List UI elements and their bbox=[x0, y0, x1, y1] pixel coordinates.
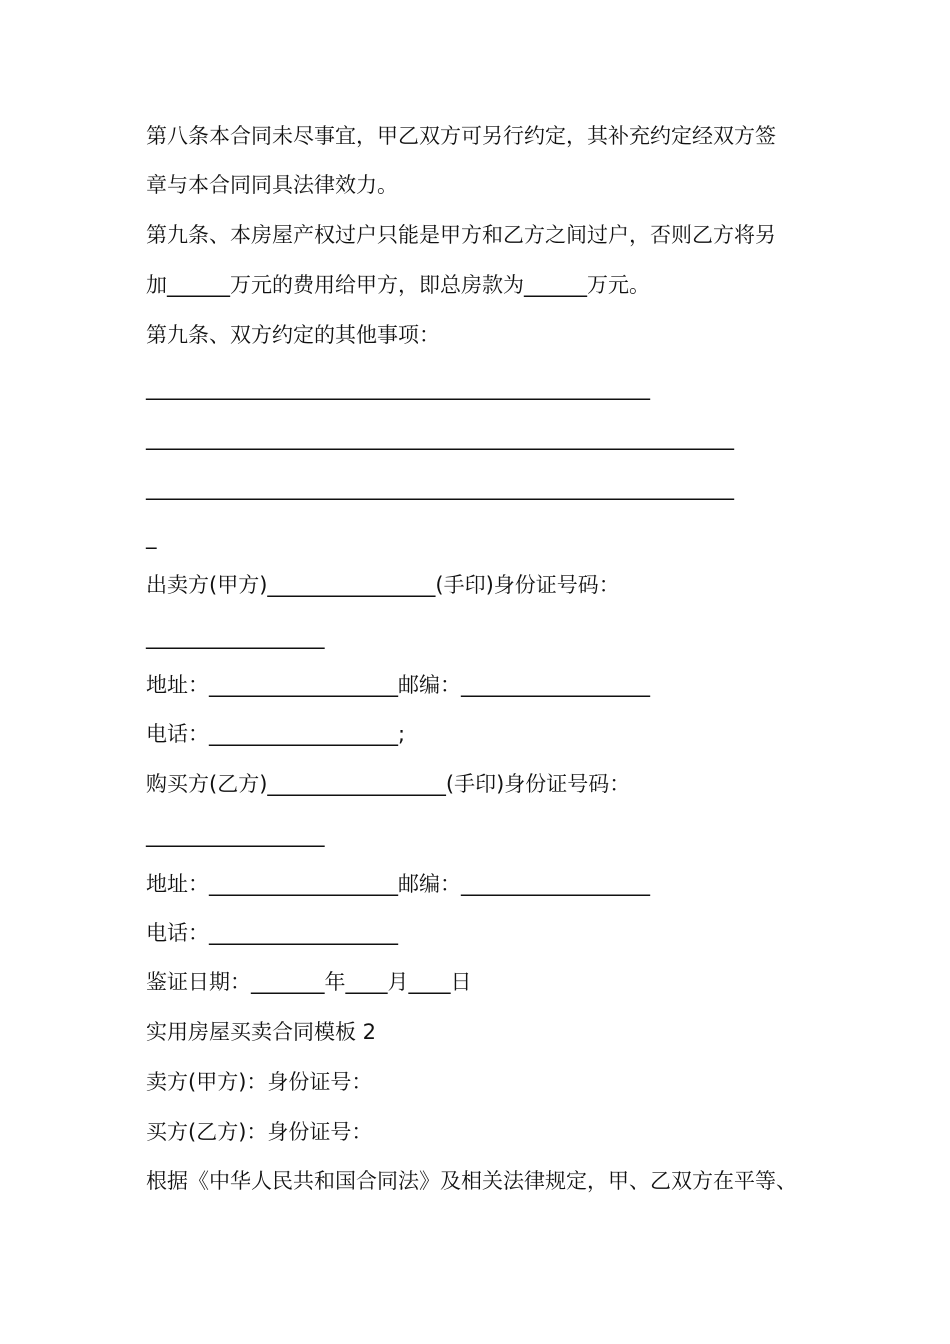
blank-line-4: _ bbox=[146, 525, 157, 549]
article-9-line-2: 加______万元的费用给甲方，即总房款为______万元。 bbox=[146, 273, 650, 297]
blank-line-2: ________________________________________________________ bbox=[146, 426, 734, 450]
blank-line-1: ________________________________________________ bbox=[146, 376, 650, 400]
verification-date-line: 鉴证日期：_______年____月____日 bbox=[146, 970, 472, 994]
template-2-heading: 实用房屋买卖合同模板 2 bbox=[146, 1020, 377, 1044]
seller-phone-line: 电话：__________________; bbox=[146, 722, 406, 746]
article-8-line-1: 第八条本合同未尽事宜，甲乙双方可另行约定，其补充约定经双方签 bbox=[146, 124, 776, 148]
seller-signature-line: 出卖方(甲方)________________(手印)身份证号码： bbox=[146, 573, 620, 597]
seller-address-line: 地址：__________________邮编：__________________ bbox=[146, 673, 650, 697]
seller-party-line: 卖方(甲方)：身份证号： bbox=[146, 1070, 373, 1094]
buyer-party-line: 买方(乙方)：身份证号： bbox=[146, 1120, 373, 1144]
buyer-id-blank: _________________ bbox=[146, 823, 325, 847]
seller-id-blank: _________________ bbox=[146, 625, 325, 649]
article-9-line-1: 第九条、本房屋产权过户只能是甲方和乙方之间过户，否则乙方将另 bbox=[146, 223, 776, 247]
article-9-other-matters: 第九条、双方约定的其他事项： bbox=[146, 323, 440, 347]
buyer-phone-line: 电话：__________________ bbox=[146, 921, 398, 945]
blank-line-3: ________________________________________________________ bbox=[146, 476, 734, 500]
buyer-address-line: 地址：__________________邮编：__________________ bbox=[146, 872, 650, 896]
preamble-line: 根据《中华人民共和国合同法》及相关法律规定，甲、乙双方在平等、 bbox=[146, 1169, 797, 1193]
buyer-signature-line: 购买方(乙方)_________________(手印)身份证号码： bbox=[146, 772, 631, 796]
article-8-line-2: 章与本合同同具法律效力。 bbox=[146, 173, 398, 197]
